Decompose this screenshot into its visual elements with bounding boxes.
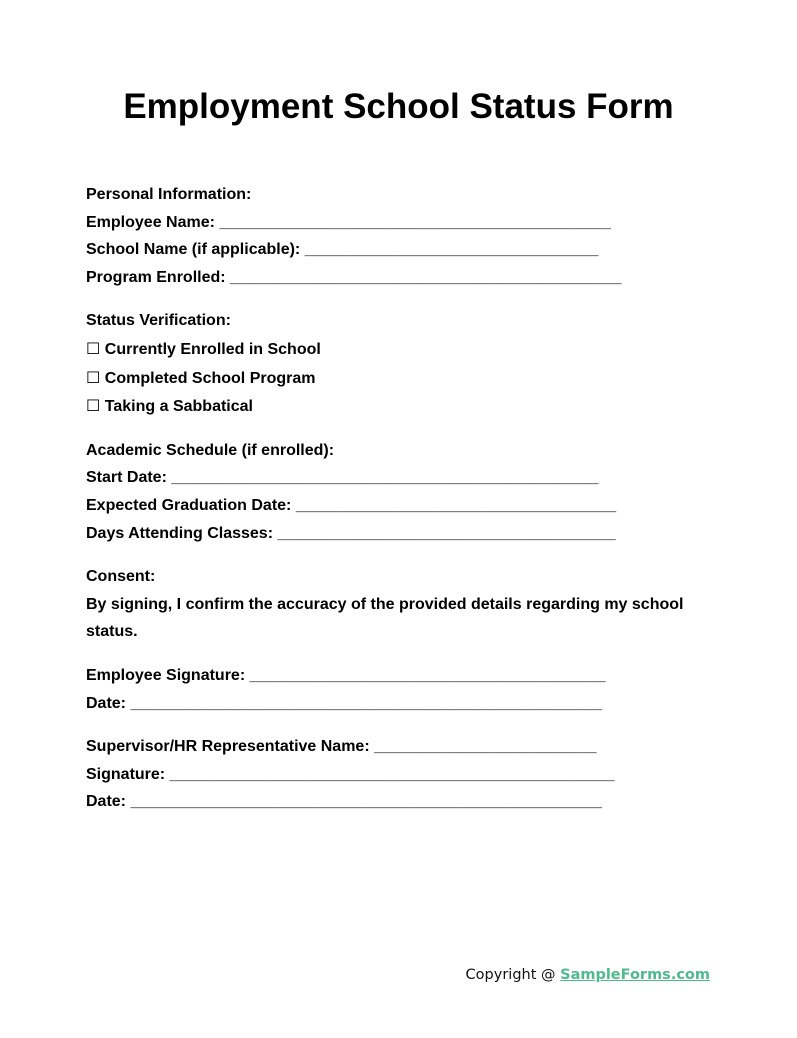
expected-graduation-field: Expected Graduation Date: ____________________________________ <box>86 496 617 514</box>
copyright-footer <box>466 967 710 983</box>
start-date-field: Start Date: ________________________________________________ <box>86 469 599 487</box>
program-enrolled-field: Program Enrolled: ____________________________________________ <box>86 268 622 286</box>
status-verification-section <box>86 307 706 420</box>
section-heading: Personal Information: <box>86 186 252 203</box>
supervisor-section <box>86 733 706 816</box>
consent-section <box>86 563 706 646</box>
status-option-sabbatical <box>86 392 706 421</box>
status-option-label: Completed School Program <box>104 369 316 387</box>
status-option-enrolled <box>86 335 706 364</box>
checkbox-icon: ☐ <box>86 367 101 387</box>
section-heading: Consent: <box>86 568 156 586</box>
academic-schedule-section <box>86 437 706 547</box>
supervisor-signature-field: Signature: __________________________________________________ <box>86 765 615 783</box>
supervisor-date-field: Date: _____________________________________________________ <box>86 793 603 811</box>
personal-information-section <box>86 181 706 291</box>
employee-name-field: Employee Name: ____________________________________________ <box>86 213 611 231</box>
school-name-field: School Name (if applicable): _________________________________ <box>86 241 599 259</box>
checkbox-icon: ☐ <box>86 338 101 358</box>
days-attending-field: Days Attending Classes: ______________________________________ <box>86 524 616 542</box>
status-option-label: Taking a Sabbatical <box>104 398 253 416</box>
consent-text: By signing, I confirm the accuracy of the provided details regarding my school status. <box>86 595 684 641</box>
employee-date-field: Date: _____________________________________________________ <box>86 694 603 712</box>
sampleforms-link[interactable]: SampleForms.com <box>560 967 710 983</box>
section-heading: Status Verification: <box>86 312 231 330</box>
section-heading: Academic Schedule (if enrolled): <box>86 441 335 459</box>
employee-signature-field: Employee Signature: ________________________________________ <box>86 666 606 684</box>
form-body <box>86 181 706 832</box>
status-option-label: Currently Enrolled in School <box>104 340 321 358</box>
page-title: Employment School Status Form <box>123 87 674 126</box>
supervisor-name-field: Supervisor/HR Representative Name: _________________________ <box>86 738 597 756</box>
copyright-text: Copyright @ <box>465 967 561 983</box>
checkbox-icon: ☐ <box>86 396 101 416</box>
status-option-completed <box>86 364 706 393</box>
employee-signature-section <box>86 662 706 717</box>
